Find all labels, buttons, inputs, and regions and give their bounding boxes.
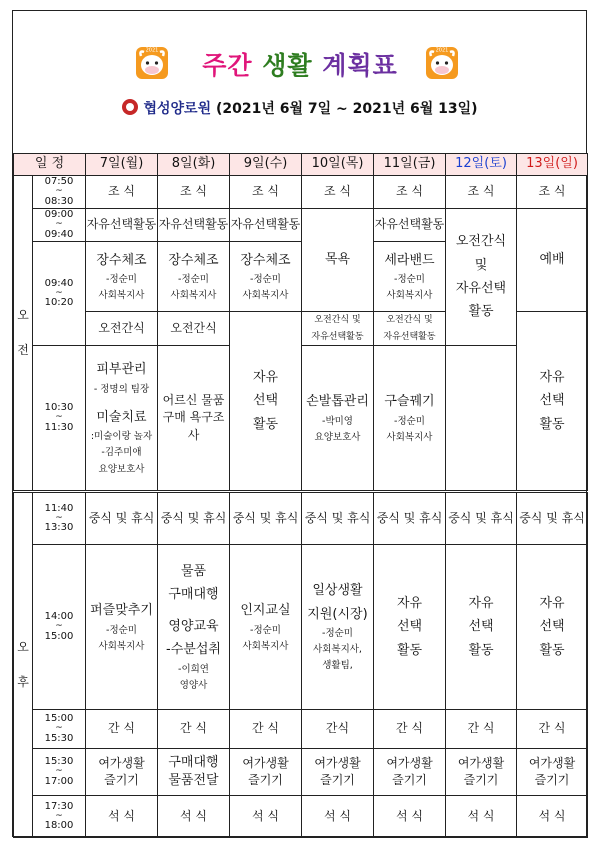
activity-cell: 장수체조 -정순미 사회복지사	[230, 242, 302, 312]
activity-cell: 일상생활 지원(시장) -정순미 사회복지사, 생활팀,	[302, 545, 374, 710]
activity-cell-free: 자유 선택 활동	[230, 312, 302, 492]
activity-cell: 간 식	[517, 710, 588, 749]
activity-cell: 장수체조 -정순미 사회복지사	[86, 242, 158, 312]
mascot-year-text: 2021	[145, 47, 159, 54]
header-row	[14, 154, 588, 176]
activity-cell: 중식 및 휴식	[374, 492, 446, 545]
activity-cell: 중식 및 휴식	[86, 492, 158, 545]
activity-cell: 중식 및 휴식	[446, 492, 517, 545]
activity-cell: 오전간식 및 자유선택활동	[374, 312, 446, 346]
activity-cell: 물품 구매대행 영양교육 -수분섭취 -이희연 영양사	[158, 545, 230, 710]
corner-header: 일 정	[14, 154, 86, 176]
org-name: 협성양로원	[143, 101, 212, 117]
schedule-row	[14, 710, 588, 749]
activity-cell-saturday-morning: 오전간식 및 자유선택 활동	[446, 209, 517, 346]
activity-cell: 오전간식	[86, 312, 158, 346]
activity-cell-bath: 목욕	[302, 209, 374, 312]
activity-cell: 피부관리 - 정명의 팀장 미술치료 :미술이랑 놀자 -김주미애 요양보호사	[86, 346, 158, 492]
activity-cell: 자유선택활동	[86, 209, 158, 242]
day-header: 8일(화)	[158, 154, 230, 176]
activity-cell: 여가생활 즐기기	[86, 749, 158, 796]
activity-cell: 여가생활 즐기기	[302, 749, 374, 796]
activity-cell: 조 식	[374, 176, 446, 209]
activity-cell: 조 식	[230, 176, 302, 209]
schedule-row	[14, 176, 588, 209]
day-header: 11일(금)	[374, 154, 446, 176]
activity-cell: 석 식	[86, 796, 158, 838]
activity-cell: 석 식	[374, 796, 446, 838]
day-header-sunday: 13일(일)	[517, 154, 588, 176]
activity-cell: 세라밴드 -정순미 사회복지사	[374, 242, 446, 312]
title-word-1: 주간	[202, 51, 253, 80]
activity-cell: 조 식	[158, 176, 230, 209]
date-range: (2021년 6월 7일 ~ 2021년 6월 13일)	[215, 101, 478, 117]
activity-cell: 간 식	[230, 710, 302, 749]
activity-cell: 자유선택활동	[374, 209, 446, 242]
activity-cell: 석 식	[158, 796, 230, 838]
period-label-pm: 오 후	[14, 492, 33, 838]
activity-cell: 간 식	[158, 710, 230, 749]
activity-cell: 여가생활 즐기기	[517, 749, 588, 796]
time-cell: 09:00 ~ 09:40	[33, 209, 86, 242]
activity-cell: 조 식	[302, 176, 374, 209]
time-cell: 15:30 ~ 17:00	[33, 749, 86, 796]
activity-cell: 석 식	[517, 796, 588, 838]
activity-cell: 어르신 물품 구매 욕구조사	[158, 346, 230, 492]
activity-cell: 중식 및 휴식	[517, 492, 588, 545]
activity-cell: 조 식	[86, 176, 158, 209]
time-cell: 07:50 ~ 08:30	[33, 176, 86, 209]
activity-cell: 장수체조 -정순미 사회복지사	[158, 242, 230, 312]
schedule-row	[14, 545, 588, 710]
time-cell: 15:00 ~ 15:30	[33, 710, 86, 749]
period-label-am: 오 전	[14, 176, 33, 492]
activity-cell: 자유선택활동	[230, 209, 302, 242]
activity-cell-free: 자유 선택 활동	[517, 545, 588, 710]
org-emblem-icon	[122, 99, 138, 115]
activity-cell: 여가생활 즐기기	[446, 749, 517, 796]
time-cell: 14:00 ~ 15:00	[33, 545, 86, 710]
activity-cell: 퍼즐맞추기 -정순미 사회복지사	[86, 545, 158, 710]
page-title	[0, 46, 600, 82]
activity-cell: 여가생활 즐기기	[230, 749, 302, 796]
mascot-year-text: 2021	[435, 47, 449, 54]
activity-cell: 여가생활 즐기기	[374, 749, 446, 796]
activity-cell: 중식 및 휴식	[230, 492, 302, 545]
activity-cell: 손발톱관리 -박미영 요양보호사	[302, 346, 374, 492]
activity-cell: 중식 및 휴식	[158, 492, 230, 545]
activity-cell: 인지교실 -정순미 사회복지사	[230, 545, 302, 710]
schedule-row	[14, 796, 588, 838]
title-word-3: 계획표	[322, 51, 398, 80]
activity-cell-free: 자유 선택 활동	[374, 545, 446, 710]
day-header-saturday: 12일(토)	[446, 154, 517, 176]
activity-cell: 조 식	[446, 176, 517, 209]
activity-cell: 조 식	[517, 176, 588, 209]
activity-cell: 구슬꿰기 -정순미 사회복지사	[374, 346, 446, 492]
activity-cell-worship: 예배	[517, 209, 588, 312]
day-header: 7일(월)	[86, 154, 158, 176]
activity-cell: 석 식	[446, 796, 517, 838]
activity-cell: 구매대행 물품전달	[158, 749, 230, 796]
day-header: 10일(목)	[302, 154, 374, 176]
schedule-table	[13, 153, 588, 838]
schedule-row	[14, 492, 588, 545]
day-header: 9일(수)	[230, 154, 302, 176]
activity-cell: 중식 및 휴식	[302, 492, 374, 545]
subtitle	[0, 98, 600, 118]
activity-cell: 석 식	[302, 796, 374, 838]
time-cell: 10:30 ~ 11:30	[33, 346, 86, 492]
time-cell: 09:40 ~ 10:20	[33, 242, 86, 346]
activity-cell: 자유선택활동	[158, 209, 230, 242]
activity-cell: 간 식	[374, 710, 446, 749]
activity-cell-free: 자유 선택 활동	[517, 312, 588, 492]
schedule-row	[14, 749, 588, 796]
time-cell: 17:30 ~ 18:00	[33, 796, 86, 838]
activity-cell: 오전간식 및 자유선택활동	[302, 312, 374, 346]
activity-cell: 오전간식	[158, 312, 230, 346]
activity-cell: 석 식	[230, 796, 302, 838]
activity-cell-free: 자유 선택 활동	[446, 545, 517, 710]
title-word-2: 생활	[262, 51, 313, 80]
schedule-row	[14, 209, 588, 242]
time-cell: 11:40 ~ 13:30	[33, 492, 86, 545]
activity-cell: 간식	[302, 710, 374, 749]
activity-cell: 간 식	[446, 710, 517, 749]
activity-cell: 간 식	[86, 710, 158, 749]
